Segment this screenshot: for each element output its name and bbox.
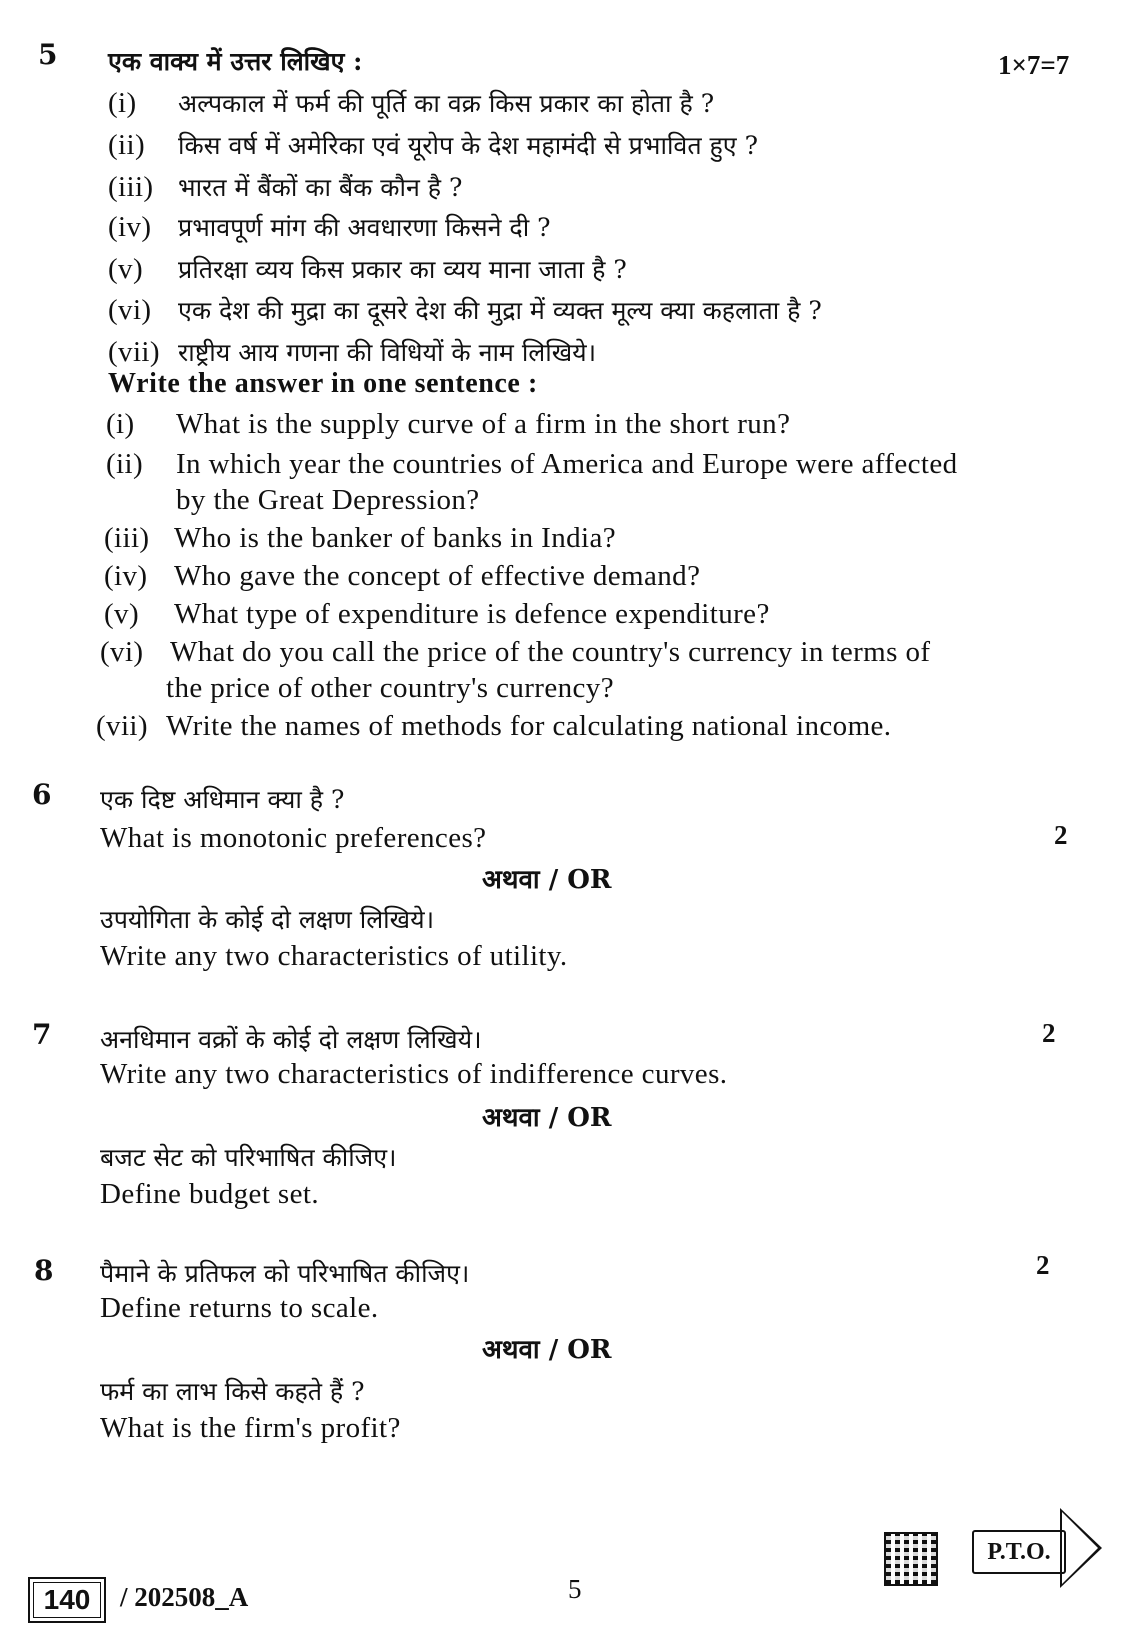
question-5-number: 5 bbox=[38, 38, 58, 71]
question-6-hindi: एक दिष्ट अधिमान क्या है ? bbox=[100, 785, 345, 814]
question-7-number: 7 bbox=[32, 1018, 52, 1051]
question-6-or: अथवा / OR bbox=[482, 865, 612, 895]
q5-english-item: (iii) Who is the banker of banks in India? bbox=[104, 522, 617, 554]
question-8-alt-hindi: फर्म का लाभ किसे कहते हैं ? bbox=[100, 1377, 365, 1406]
q5-hindi-item: (ii) किस वर्ष में अमेरिका एवं यूरोप के देश महामंदी से प्रभावित हुए ? bbox=[108, 129, 758, 161]
q5-hindi-item: (iv) प्रभावपूर्ण मांग की अवधारणा किसने दी ? bbox=[108, 211, 551, 243]
question-7-marks: 2 bbox=[1042, 1018, 1056, 1048]
q5-hindi-item: (vi) एक देश की मुद्रा का दूसरे देश की मुद्रा में व्यक्त मूल्य क्या कहलाता है ? bbox=[108, 294, 822, 326]
question-6-marks: 2 bbox=[1054, 820, 1068, 850]
q5-hindi-item: (i) अल्पकाल में फर्म की पूर्ति का वक्र किस प्रकार का होता है ? bbox=[108, 87, 715, 119]
question-8-english: Define returns to scale. bbox=[100, 1292, 379, 1324]
question-8-or: अथवा / OR bbox=[482, 1335, 612, 1365]
question-8-marks: 2 bbox=[1036, 1250, 1050, 1280]
question-6-english: What is monotonic preferences? bbox=[100, 822, 487, 854]
paper-code: / 202508_A bbox=[120, 1582, 249, 1612]
question-5-marks: 1×7=7 bbox=[998, 50, 1070, 80]
question-7-or: अथवा / OR bbox=[482, 1103, 612, 1133]
question-6-number: 6 bbox=[32, 778, 52, 811]
question-5-hindi-instruction: एक वाक्य में उत्तर लिखिए : bbox=[108, 47, 363, 76]
q5-hindi-item: (v) प्रतिरक्षा व्यय किस प्रकार का व्यय माना जाता है ? bbox=[108, 253, 627, 285]
question-7-alt-hindi: बजट सेट को परिभाषित कीजिए। bbox=[100, 1143, 397, 1172]
question-7-english: Write any two characteristics of indifference curves. bbox=[100, 1058, 728, 1090]
question-6-alt-english: Write any two characteristics of utility. bbox=[100, 940, 568, 972]
q5-hindi-item: (iii) भारत में बैंकों का बैंक कौन है ? bbox=[108, 171, 463, 203]
q5-english-item: (vi) What do you call the price of the country's currency in terms of bbox=[100, 636, 931, 668]
q5-hindi-item: (vii) राष्ट्रीय आय गणना की विधियों के नाम लिखिये। bbox=[108, 336, 597, 368]
question-7-hindi: अनधिमान वक्रों के कोई दो लक्षण लिखिये। bbox=[100, 1025, 482, 1054]
q5-english-item: (i) What is the supply curve of a firm in the short run? bbox=[106, 408, 791, 440]
arrow-right-icon bbox=[1060, 1508, 1102, 1588]
q5-english-item-continuation: the price of other country's currency? bbox=[166, 672, 614, 704]
question-5-english-instruction: Write the answer in one sentence : bbox=[108, 368, 538, 399]
pto-label: P.T.O. bbox=[972, 1530, 1066, 1574]
page-number: 5 bbox=[568, 1574, 582, 1604]
question-8-alt-english: What is the firm's profit? bbox=[100, 1412, 401, 1444]
q5-english-item: (vii) Write the names of methods for calculating national income. bbox=[96, 710, 892, 742]
question-8-number: 8 bbox=[34, 1254, 54, 1287]
q5-english-item: (iv) Who gave the concept of effective demand? bbox=[104, 560, 701, 592]
q5-english-item: (v) What type of expenditure is defence expenditure? bbox=[104, 598, 770, 630]
q5-english-item-continuation: by the Great Depression? bbox=[176, 484, 480, 516]
paper-set-code-box: 140 bbox=[28, 1577, 106, 1623]
qr-code-icon bbox=[884, 1532, 938, 1586]
question-7-alt-english: Define budget set. bbox=[100, 1178, 319, 1210]
question-6-alt-hindi: उपयोगिता के कोई दो लक्षण लिखिये। bbox=[100, 905, 435, 934]
question-8-hindi: पैमाने के प्रतिफल को परिभाषित कीजिए। bbox=[100, 1259, 470, 1288]
q5-english-item: (ii) In which year the countries of America and Europe were affected bbox=[106, 448, 958, 480]
